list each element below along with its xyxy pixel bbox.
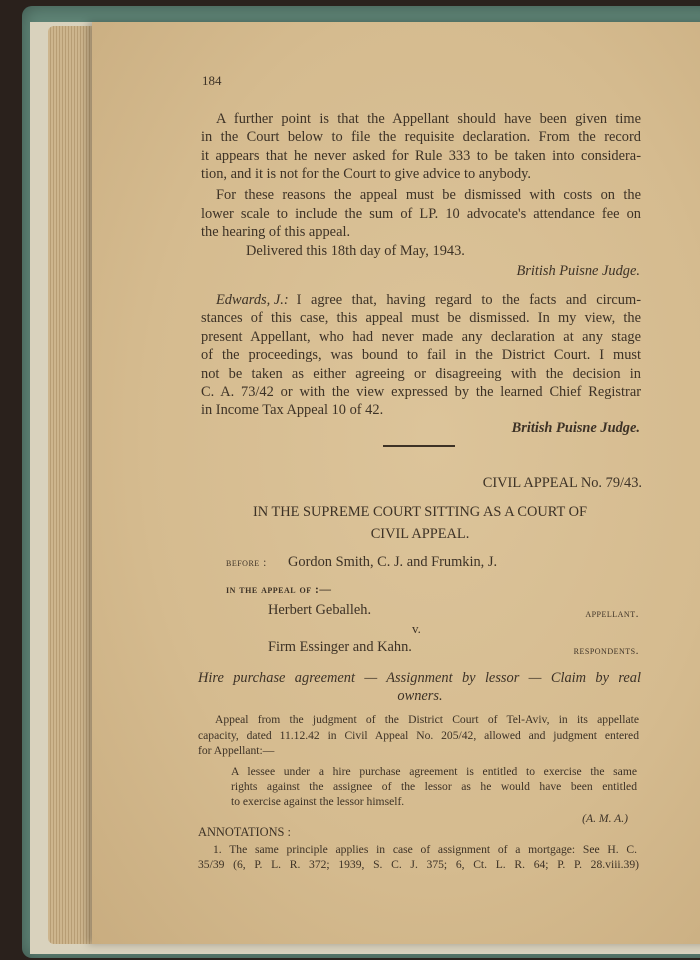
para2-line: the hearing of this appeal.: [201, 224, 351, 240]
para3-line: present Appellant, who had never made any declaration at any stage: [201, 329, 641, 345]
appellant-role: appellant.: [585, 607, 639, 620]
respondent-role: respondents.: [573, 644, 639, 657]
appeal-description: capacity, dated 11.12.42 in Civil Appeal No. 205/42, allowed and judgment entered: [198, 729, 639, 742]
annotation: 1. The same principle applies in case of assignment of a mortgage: See H. C.: [213, 843, 637, 856]
appellant-name: Herbert Geballeh.: [268, 602, 372, 618]
judges: Gordon Smith, C. J. and Frumkin, J.: [288, 554, 498, 570]
holding: rights against the assignee of the lessor as he would have been entitled: [231, 780, 637, 793]
delivered-date: Delivered this 18th day of May, 1943.: [246, 243, 465, 259]
para1-line: A further point is that the Appellant should have been given time: [216, 111, 641, 127]
para3-line: stances of this case, this appeal must be dismissed. In my view, the: [201, 310, 641, 326]
para2-line: For these reasons the appeal must be dismissed with costs on the: [216, 187, 641, 203]
appeal-description: for Appellant:—: [198, 744, 275, 757]
court-title: CIVIL APPEAL.: [370, 526, 470, 542]
judge-signature: British Puisne Judge.: [511, 420, 640, 436]
page-number: 184: [202, 73, 222, 88]
para3-line: not be taken as either agreeing or disagreeing with the decision in: [201, 366, 641, 382]
editor-initials: (A. M. A.): [582, 812, 628, 825]
para3-first-line: [216, 293, 641, 307]
judge-name: Edwards, J.:: [216, 292, 289, 308]
before-label: before :: [226, 556, 267, 569]
para3-line: I agree that, having regard to the facts and circum-: [296, 292, 641, 308]
para1-line: it appears that he never asked for Rule 333 to be taken into considera-: [201, 148, 641, 164]
annotations-heading: ANNOTATIONS :: [198, 825, 291, 839]
holding: to exercise against the lessor himself.: [231, 795, 405, 808]
appeal-description: Appeal from the judgment of the District Court of Tel-Aviv, in its appellate: [215, 713, 639, 726]
case-number: CIVIL APPEAL No. 79/43.: [482, 475, 642, 491]
headnote: owners.: [397, 688, 443, 704]
holding: A lessee under a hire purchase agreement is entitled to exercise the same: [231, 765, 637, 778]
judge-signature: British Puisne Judge.: [516, 263, 640, 279]
annotation: 35/39 (6, P. L. R. 372; 1939, S. C. J. 375; 6, Ct. L. R. 64; P. P. 28.viii.39): [198, 858, 639, 871]
headnote: Hire purchase agreement — Assignment by lessor — Claim by real: [198, 670, 641, 686]
para3-line: C. A. 73/42 or with the view expressed by the learned Chief Registrar: [201, 384, 641, 400]
in-appeal-label: in the appeal of :—: [226, 583, 332, 596]
para3-line: in Income Tax Appeal 10 of 42.: [201, 402, 384, 418]
respondent-name: Firm Essinger and Kahn.: [268, 639, 412, 655]
para1-line: in the Court below to file the requisite declaration. From the record: [201, 129, 641, 145]
court-title: IN THE SUPREME COURT SITTING AS A COURT OF: [252, 504, 588, 520]
para3-line: of the proceedings, was bound to fail in the District Court. I must: [201, 347, 641, 363]
versus: v.: [412, 621, 421, 636]
para2-line: lower scale to include the sum of LP. 10 advocate's attendance fee on: [201, 206, 641, 222]
para1-line: tion, and it is not for the Court to give advice to anybody.: [201, 166, 531, 182]
section-divider: [383, 445, 455, 447]
